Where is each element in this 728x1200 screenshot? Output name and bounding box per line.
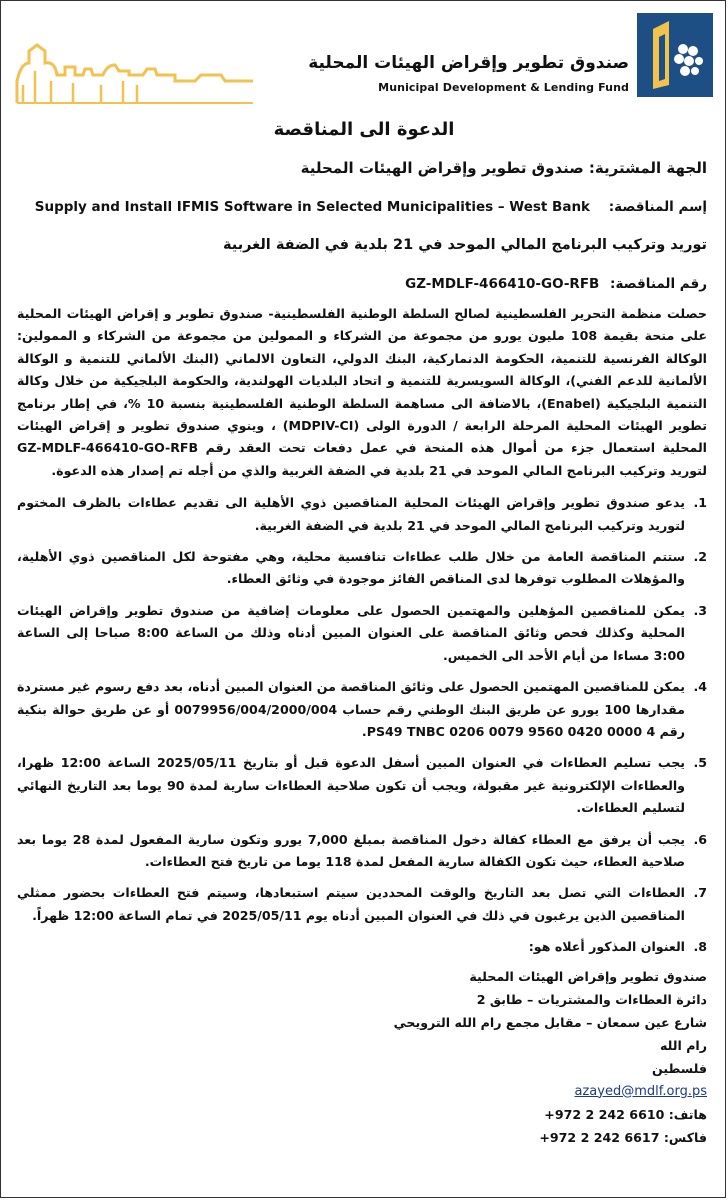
item-text: العطاءات التي تصل بعد التاريخ والوقت المحددين سيتم استبعادها، وسيتم فتح العطاءات بحضور ممثلي المناقصين الذين يرغبون في ذلك في العنوان المبين أدناه يوم 2025/05/11 في تمام الساعة 12:00 ظهراً.: [17, 885, 685, 923]
header: [1, 1, 727, 106]
item-text: يمكن للمناقصين المؤهلين والمهتمين الحصول على معلومات إضافية من صندوق تطوير وإقراض الهيئات المحلية وكذلك فحص وثائق المناقصة على العنوان المبين أدناه وذلك من الساعة 8:00 صباحا إلى الساعة 3:00 مساءا من أيام الأحد الى الخميس.: [17, 602, 685, 663]
terms-list: [17, 492, 707, 958]
list-item: [17, 936, 707, 958]
phone-label: هاتف:: [668, 1106, 707, 1122]
list-item: [17, 752, 707, 819]
tender-name-row: [35, 199, 707, 215]
city-skyline-icon: [15, 41, 255, 105]
contact-email-link[interactable]: azayed@mdlf.org.ps: [574, 1083, 707, 1099]
mdlf-logo-icon: [637, 13, 713, 97]
item-text: العنوان المذكور أعلاه هو:: [528, 939, 685, 955]
list-item: [17, 546, 707, 591]
list-item: [17, 829, 707, 874]
announcement-body: [17, 303, 707, 1149]
tender-ref-label: رقم المناقصة:: [610, 276, 707, 292]
item-number: 6.: [693, 831, 707, 847]
phone-number: +972 2 242 6610: [544, 1106, 665, 1122]
fax-label: فاكس:: [663, 1129, 707, 1145]
item-number: 5.: [693, 755, 707, 771]
intro-paragraph: [17, 303, 707, 482]
phone-row: [17, 1103, 707, 1126]
address-line: رام الله: [659, 1037, 707, 1053]
item-text: يجب تسليم العطاءات في العنوان المبين أسفل الدعوة قبل أو بتاريخ 2025/05/11 الساعة 12:00 ظهرا، والعطاءات الإلكترونية غير مقبولة، ويجب أن تكون صلاحية العطاءات سارية لمدة 90 يوما بعد التاريخ النهائي لتسليم العطاءات.: [17, 755, 686, 816]
item-text: يدعو صندوق تطوير وإقراض الهيئات المحلية المناقصين ذوي الأهلية الى تقديم عطاءات بالظرف المختوم لتوريد وتركيب البرنامج المالي الموحد في 21 بلدية في الضفة الغربية.: [17, 495, 685, 533]
org-name-english: Municipal Development & Lending Fund: [378, 81, 629, 94]
list-item: [17, 676, 707, 743]
item-number: 3.: [693, 602, 707, 618]
address-line: فلسطين: [652, 1060, 707, 1076]
tender-reference-row: [405, 276, 707, 292]
org-name-arabic: صندوق تطوير وإقراض الهيئات المحلية: [308, 53, 629, 73]
page-title: الدعوة الى المناقصة: [273, 119, 455, 140]
tender-name-arabic: توريد وتركيب البرنامج المالي الموحد في 21 بلدية في الضفة الغربية: [223, 237, 707, 253]
item-text: يمكن للمناقصين المهتمين الحصول على وثائق المناقصة من العنوان المبين أدناه، بعد دفع رسوم غير مستردة مقدارها 100 يورو عن طريق البنك الوطني رقم حساب 0079956/004/2000/004 أو عن طريق حوالة بنكية رقم PS49 TNBC 0206 0079 9560 0420 0000 4.: [17, 679, 685, 739]
tender-name-english: Supply and Install IFMIS Software in Selected Municipalities – West Bank: [34, 199, 591, 215]
intro-text: حصلت منظمة التحرير الفلسطينية لصالح السلطة الوطنية الفلسطينية- صندوق تطوير و إقراض الهيئات المحلية على منحة بقيمة 108 مليون يورو من مجموعة من الشركاء و الممولين من مجموعة من الشركاء و الممولين: الوكالة الفرنسية للتنمية، الحكومة الدنماركية، البنك الدولي، التعاون الالماني (البنك الألماني للتنمية و الوكالة الألمانية للدعم الفني)، الوكالة السويسرية للتنمية و اتحاد البلديات الهولندية، والحكومة البلجيكية من خلال وكالة التنمية البلجيكية (Enabel)، بالاضافة الى مساهمة السلطة الوطنية الفلسطينية بنسبة 10 %، في إطار برنامج تطوير الهيئات المحلية المرحلة الرابعة / الدورة الولى (MDPIV-CI) ، وينوي صندوق تطوير و إقراض الهيئات المحلية استعمال جزء من أموال هذه المنحة في عمل دفعات تحت العقد رقم GZ-MDLF-466410-GO-RFB لتوريد وتركيب البرنامج المالي الموحد في 21 بلدية في الضفة الغربية والذي من أجله تم إصدار هذه الدعوة.: [17, 306, 707, 478]
list-item: [17, 882, 707, 927]
item-number: 7.: [693, 885, 707, 901]
item-text: ستتم المناقصة العامة من خلال طلب عطاءات تنافسية محلية، وهي مفتوحة لكل المناقصين ذوي الأهلية، والمؤهلات المطلوب توفرها لدى المناقص الفائز موجودة في وثائق العطاء.: [17, 549, 685, 587]
fax-number: +972 2 242 6617: [539, 1129, 660, 1145]
tender-name-label: إسم المناقصة:: [608, 199, 707, 215]
item-number: 1.: [693, 495, 707, 511]
item-number: 8.: [693, 939, 707, 955]
fax-row: [17, 1126, 707, 1149]
list-item: [17, 600, 707, 667]
tender-ref-number: GZ-MDLF-466410-GO-RFB: [405, 276, 600, 292]
procuring-entity: الجهة المشترية: صندوق تطوير وإقراض الهيئات المحلية: [300, 159, 707, 177]
item-number: 2.: [693, 549, 707, 565]
contact-address: [17, 965, 707, 1149]
list-item: [17, 492, 707, 537]
address-line: صندوق تطوير وإقراض الهيئات المحلية: [469, 968, 707, 984]
item-number: 4.: [693, 679, 707, 695]
item-text: يجب أن يرفق مع العطاء كفالة دخول المناقصة بمبلغ 7,000 يورو وتكون سارية المفعول لمدة 28 يوما بعد صلاحية العطاء، حيث تكون الكفالة سارية المفعل لمدة 118 يوما من تاريخ فتح العطاءات.: [17, 831, 685, 869]
address-line: شارع عين سمعان – مقابل مجمع رام الله الترويحي: [393, 1014, 707, 1030]
address-line: دائرة العطاءات والمشتريات – طابق 2: [476, 991, 707, 1007]
